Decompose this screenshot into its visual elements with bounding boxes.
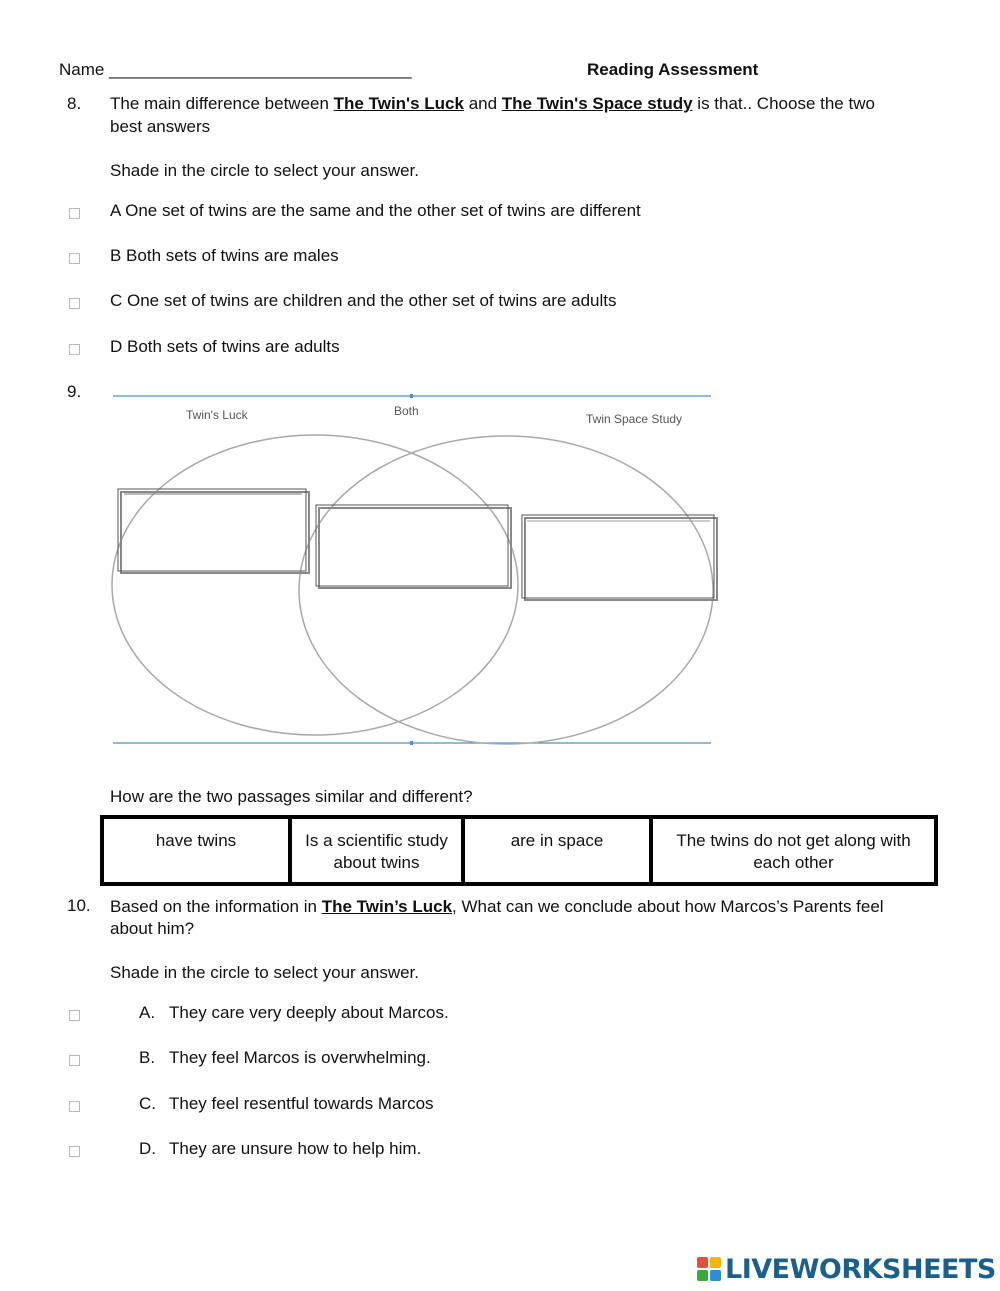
q10-option-a-letter: A. [139,1003,156,1022]
q10-question-line1 [110,897,884,917]
venn-right-label: Twin Space Study [586,412,683,426]
q8-option-b-checkbox[interactable] [69,253,80,264]
q10-instruction: Shade in the circle to select your answer. [110,963,419,982]
q8-option-a-checkbox[interactable] [69,208,80,219]
q8-title-space-study: The Twin's Space study [501,94,693,113]
q8-option-c: C One set of twins are children and the other set of twins are adults [110,291,617,310]
q8-option-d: D Both sets of twins are adults [110,337,340,356]
q8-option-a: A One set of twins are the same and the other set of twins are different [110,201,641,220]
q10-number: 10. [67,896,91,915]
venn-right-drop-zone[interactable] [522,515,714,598]
page-title: Reading Assessment [587,60,759,79]
venn-middle-label: Both [394,404,419,418]
q8-text-and: and [463,94,502,113]
q8-question-line2: best answers [110,117,211,136]
venn-bottom-handle [410,741,413,745]
name-blank[interactable]: ________________________________ [109,60,412,79]
q8-option-c-checkbox[interactable] [69,298,80,309]
q10-option-c-letter: C. [139,1094,156,1113]
word-bank-item-do-not-get-along[interactable]: The twins do not get along with each other [649,819,934,882]
word-bank-table [100,815,938,886]
q10-option-a: They care very deeply about Marcos. [169,1003,449,1022]
q10-option-b: They feel Marcos is overwhelming. [169,1048,431,1067]
q8-option-d-checkbox[interactable] [69,344,80,355]
q10-question-line2: about him? [110,919,195,938]
word-bank-row [104,819,934,882]
q10-option-b-letter: B. [139,1048,156,1067]
q8-text-pre: The main difference between [110,94,334,113]
q10-text-pre: Based on the information in [110,897,322,916]
liveworksheets-logo [697,1252,996,1286]
venn-middle-drop-zone[interactable] [316,505,508,586]
q9-prompt: How are the two passages similar and different? [110,787,473,806]
word-bank-item-in-space[interactable]: are in space [461,819,649,882]
q8-text-post: is that.. Choose the two [692,94,875,113]
q10-option-d: They are unsure how to help him. [169,1139,422,1158]
name-label-line [59,60,412,80]
venn-left-label: Twin's Luck [186,408,248,422]
q10-title-twins-luck: The Twin’s Luck [321,897,453,916]
name-label: Name [59,60,105,79]
q8-instruction: Shade in the circle to select your answer. [110,161,419,180]
q8-number: 8. [67,94,82,113]
q10-option-d-letter: D. [139,1139,156,1158]
logo-text: LIVEWORKSHEETS [725,1253,996,1285]
q8-question-line1 [110,94,875,114]
q10-option-d-checkbox[interactable] [69,1146,80,1157]
liveworksheets-logo-icon [697,1257,721,1281]
venn-left-drop-zone[interactable] [118,489,306,571]
q10-option-a-checkbox[interactable] [69,1010,80,1021]
q10-text-post: , What can we conclude about how Marcos’s Parents feel [452,897,884,916]
venn-top-handle [410,394,413,398]
q9-number: 9. [67,382,82,401]
q10-option-c: They feel resentful towards Marcos [169,1094,434,1113]
q10-option-c-checkbox[interactable] [69,1101,80,1112]
word-bank-item-scientific-study[interactable]: Is a scientific study about twins [288,819,461,882]
q10-option-b-checkbox[interactable] [69,1055,80,1066]
q8-title-twins-luck: The Twin's Luck [333,94,464,113]
word-bank-item-have-twins[interactable]: have twins [155,831,237,850]
q8-option-b: B Both sets of twins are males [110,246,339,265]
